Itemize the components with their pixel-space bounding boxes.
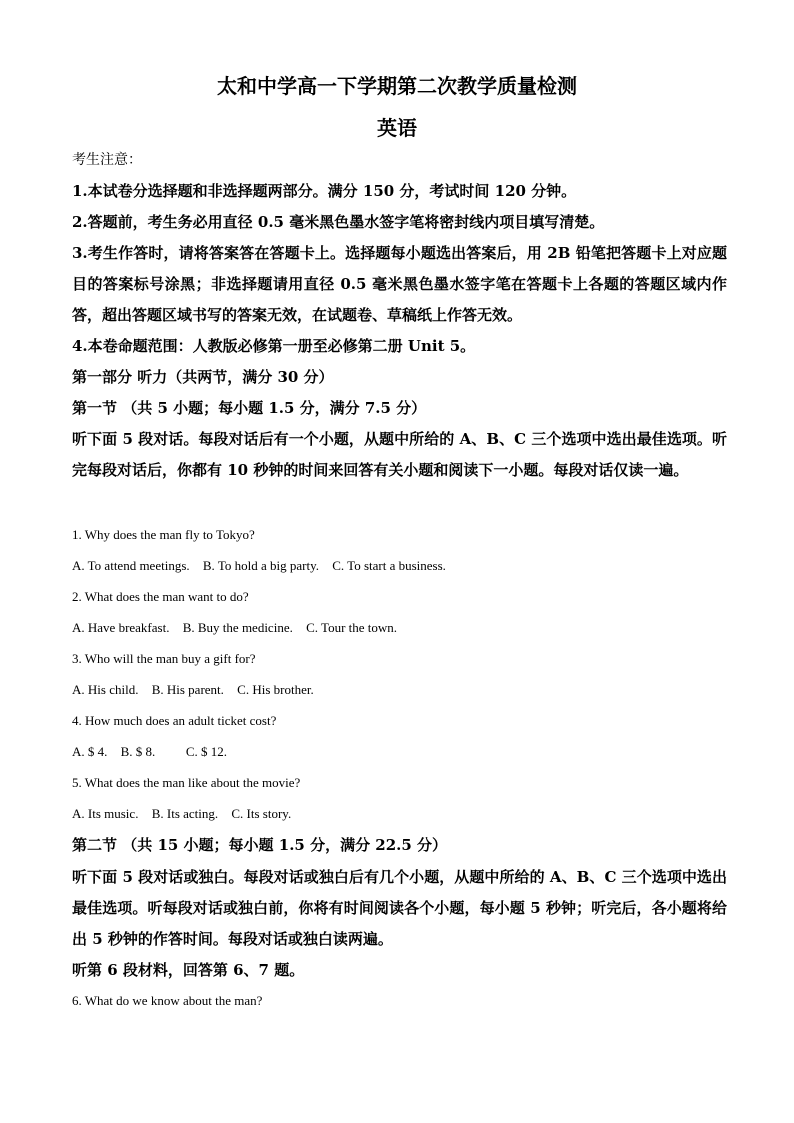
option-c: C. Tour the town.	[306, 620, 398, 635]
option-a: A. Its music.	[72, 806, 139, 821]
option-b: B. To hold a big party.	[202, 558, 319, 573]
part1-heading: 第一部分 听力（共两节，满分 30 分）	[72, 368, 334, 386]
option-c: C. To start a business.	[332, 558, 446, 573]
question-stem: 3. Who will the man buy a gift for?	[72, 651, 256, 666]
section2-instructions: 听下面 5 段对话或独白。每段对话或独白后有几个小题，从题中所给的 A、B、C 三个选项中选出最佳选项。听每段对话或独白前，你将有时间阅读各个小题，每小题 5 秒钟；听完后，各小题将给出 5 秒钟的作答时间。每段对话或独白读两遍。	[72, 868, 727, 948]
notice-item: 1.本试卷分选择题和非选择题两部分。满分 150 分，考试时间 120 分钟。	[72, 182, 577, 200]
subject-title: 英语	[377, 116, 417, 140]
notice-item: 4.本卷命题范围：人教版必修第一册至必修第二册 Unit 5。	[72, 337, 476, 355]
notice-heading: 考生注意：	[72, 152, 142, 168]
notice-item: 3.考生作答时，请将答案答在答题卡上。选择题每小题选出答案后，用 2B 铅笔把答题卡上对应题目的答案标号涂黑；非选择题请用直径 0.5 毫米黑色墨水签字笔在答题卡上各题的答题区域内作答，超出答题区域书写的答案无效，在试题卷、草稿纸上作答无效。	[72, 244, 727, 324]
option-a: A. $ 4.	[72, 744, 108, 759]
question-stem: 1. Why does the man fly to Tokyo?	[72, 527, 255, 542]
section1-instructions: 听下面 5 段对话。每段对话后有一个小题，从题中所给的 A、B、C 三个选项中选出最佳选项。听完每段对话后，你都有 10 秒钟的时间来回答有关小题和阅读下一小题。每段对话仅读一遍。	[72, 430, 727, 479]
exam-title: 太和中学高一下学期第二次教学质量检测	[217, 74, 577, 98]
option-b: B. Its acting.	[151, 806, 219, 821]
question-stem: 2. What does the man want to do?	[72, 589, 249, 604]
option-b: B. $ 8.	[120, 744, 156, 759]
notice-item: 2.答题前，考生务必用直径 0.5 毫米黑色墨水签字笔将密封线内项目填写清楚。	[72, 213, 605, 231]
question-stem: 5. What does the man like about the movie?	[72, 775, 301, 790]
question-options	[72, 556, 727, 576]
option-a: A. His child.	[72, 682, 139, 697]
option-c: C. $ 12.	[185, 744, 227, 759]
question-stem: 4. How much does an adult ticket cost?	[72, 713, 277, 728]
option-c: C. His brother.	[237, 682, 314, 697]
option-a: A. To attend meetings.	[72, 558, 190, 573]
question-options	[72, 804, 727, 824]
option-c: C. Its story.	[231, 806, 292, 821]
section2-heading: 第二节 （共 15 小题；每小题 1.5 分，满分 22.5 分）	[72, 836, 448, 854]
option-a: A. Have breakfast.	[72, 620, 170, 635]
question-options	[72, 618, 727, 638]
section1-heading: 第一节 （共 5 小题；每小题 1.5 分，满分 7.5 分）	[72, 399, 427, 417]
material-instruction: 听第 6 段材料，回答第 6、7 题。	[72, 961, 305, 979]
question-options	[72, 680, 727, 700]
question-stem: 6. What do we know about the man?	[72, 993, 263, 1008]
option-b: B. His parent.	[151, 682, 224, 697]
option-b: B. Buy the medicine.	[182, 620, 293, 635]
question-options	[72, 742, 727, 762]
